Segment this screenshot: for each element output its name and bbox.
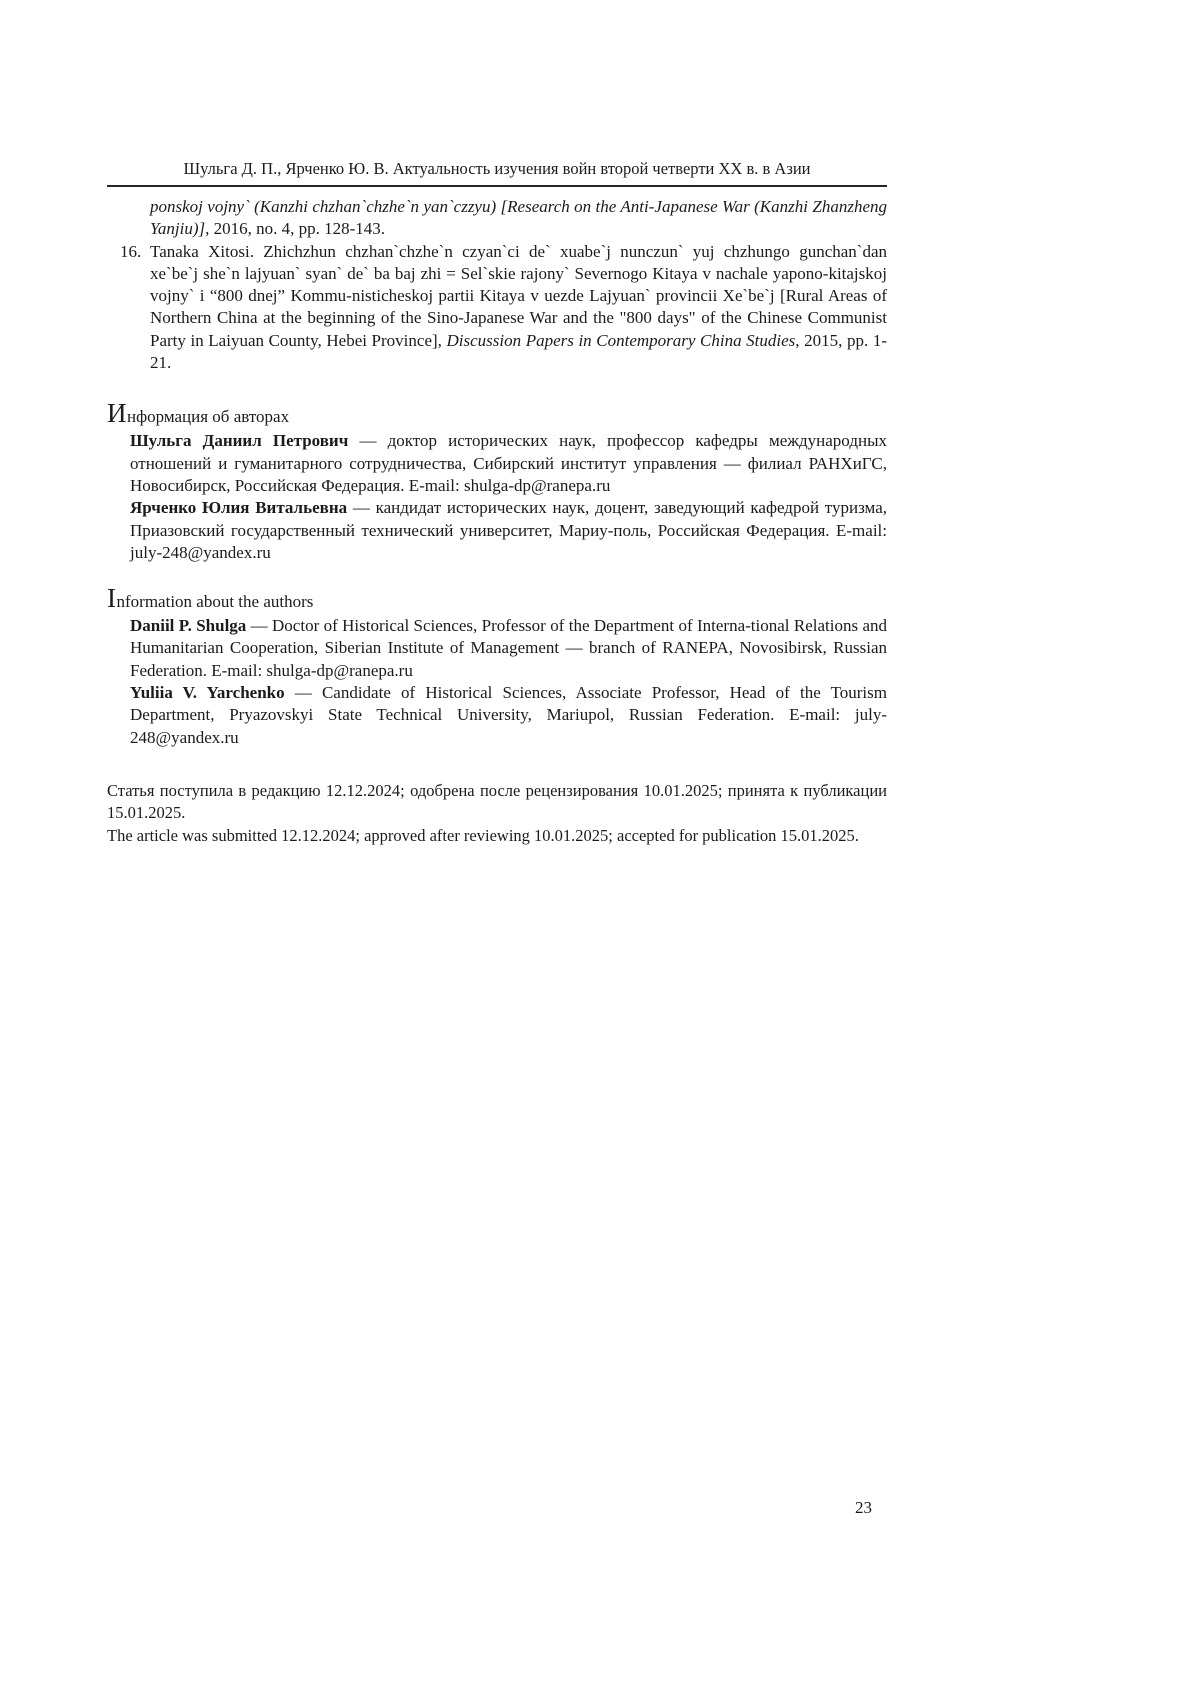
reference-item-15-continuation: [107, 196, 887, 241]
reference-item-text: Tanaka Xitosi. Zhichzhun chzhan`chzhe`n czyan`ci de` xuabe`j nunczun` yuj chzhungo gunchan`dan xe`be`j she`n lajyuan` syan` de` ba baj zhi = Sel`skie rajony` Severnogo Kitaya v nachale yapono-kitajskoj vojny` i “800 dnej” Kommu-nisticheskoj partii Kitaya v uezde Lajyuan` provincii Xe`be`j [Rural Areas of Northern China at the beginning of the Sino-Japanese War and the "800 days" of the Chinese Communist Party in Laiyuan County, Hebei Province],: [150, 241, 887, 350]
author-bio-en-yarchenko: — Candidate of Historical Sciences, Associate Professor, Head of the Tourism Department, Pryazovskyi State Technical University, Mariupol, Russian Federation. E-mail: july-248@yandex.ru: [130, 683, 887, 747]
author-entry-en-shulga: [130, 615, 887, 682]
reference-item-tail-text: , 2015, pp. 1-21.: [150, 330, 887, 373]
reference-item-journal-title: Discussion Papers in Contemporary China Studies: [446, 330, 796, 350]
reference-item-16: [107, 241, 887, 375]
author-name-ru-shulga: Шульга Даниил Петрович: [130, 431, 349, 451]
author-entry-ru-yarchenko: [130, 497, 887, 564]
submission-dates-ru: Статья поступила в редакцию 12.12.2024; одобрена после рецензирования 10.01.2025; принята к публикации 15.01.2025.: [107, 780, 887, 823]
authors-info-en-heading: [107, 585, 887, 615]
author-bio-ru-shulga: — доктор исторических наук, профессор кафедры международных отношений и гуманитарного сотрудничества, Сибирский институт управления — филиал РАНХиГС, Новосибирск, Российская Федерация. E-mail: shulga-dp@ranepa.ru: [130, 431, 887, 495]
heading-drop-initial-ru: И: [107, 398, 127, 429]
submission-dates-block: [107, 780, 887, 847]
author-entry-en-yarchenko: [130, 682, 887, 749]
authors-info-ru-heading: [107, 400, 887, 430]
authors-info-ru-section: [107, 400, 887, 564]
heading-rest-en: nformation about the authors: [116, 592, 314, 612]
author-name-ru-yarchenko: Ярченко Юлия Витальевна: [130, 498, 348, 518]
author-bio-ru-yarchenko: — кандидат исторических наук, доцент, заведующий кафедрой туризма, Приазовский государственный технический университет, Мариу-поль, Российская Федерация. E-mail: july-248@yandex.ru: [130, 498, 887, 562]
submission-dates-en: The article was submitted 12.12.2024; approved after reviewing 10.01.2025; accepted for publication 15.01.2025.: [107, 825, 859, 845]
text-column: [107, 158, 887, 847]
reference-continuation-regular-text: 2016, no. 4, pp. 128-143.: [209, 219, 386, 239]
reference-continuation-italic-text: ponskoj vojny` (Kanzhi chzhan`chzhe`n yan`czzyu) [Research on the Anti-Japanese War (Kanzhi Zhanzheng Yanjiu)],: [150, 197, 887, 239]
author-name-en-yarchenko: Yuliia V. Yarchenko: [130, 683, 285, 703]
author-bio-en-shulga: — Doctor of Historical Sciences, Professor of the Department of Interna-tional Relations and Humanitarian Cooperation, Siberian Institute of Management — branch of RANEPA, Novosibirsk, Russian Federation. E-mail: shulga-dp@ranepa.ru: [130, 616, 888, 680]
reference-item-number: 16.: [120, 241, 142, 261]
author-name-en-shulga: Daniil P. Shulga: [130, 616, 247, 636]
reference-list: [107, 196, 887, 374]
author-entry-ru-shulga: [130, 430, 887, 497]
authors-info-en-section: [107, 585, 887, 749]
running-header: Шульга Д. П., Ярченко Ю. В. Актуальность изучения войн второй четверти XX в. в Азии: [107, 158, 887, 187]
heading-rest-ru: нформация об авторах: [127, 407, 290, 427]
page-number: 23: [855, 1498, 872, 1517]
heading-drop-initial-en: I: [107, 583, 117, 614]
